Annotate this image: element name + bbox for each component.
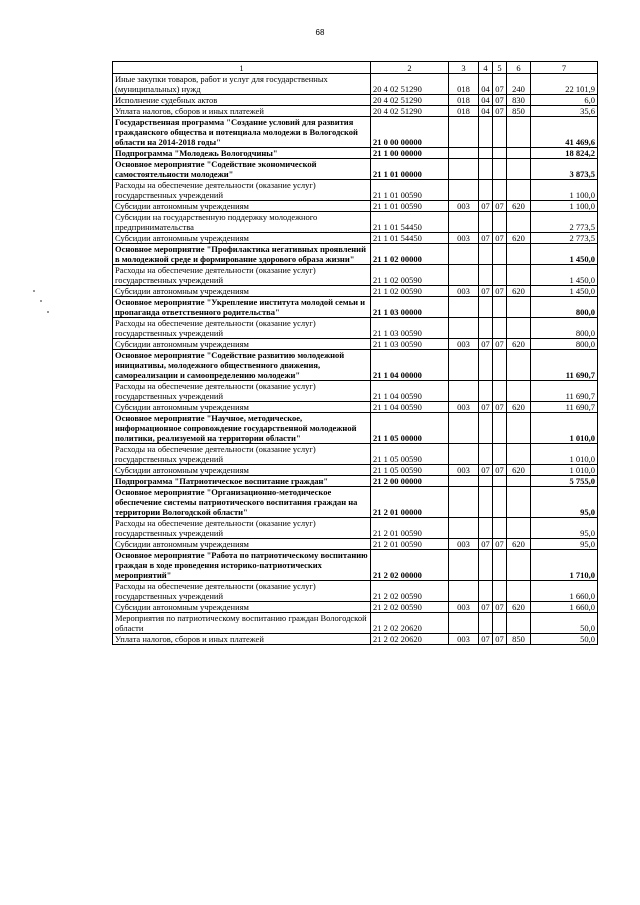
row-col4: 07 (479, 339, 493, 350)
row-amount: 1 710,0 (531, 550, 598, 581)
row-col4 (479, 518, 493, 539)
row-col3 (449, 444, 479, 465)
scan-speck (33, 290, 35, 292)
row-col6 (507, 265, 531, 286)
row-col5 (493, 444, 507, 465)
row-col5: 07 (493, 286, 507, 297)
row-col3: 003 (449, 634, 479, 645)
row-col6 (507, 381, 531, 402)
row-col3 (449, 117, 479, 148)
row-col3 (449, 381, 479, 402)
row-col4 (479, 613, 493, 634)
row-col6 (507, 487, 531, 518)
row-col6 (507, 581, 531, 602)
row-col3 (449, 350, 479, 381)
row-code: 21 1 01 54450 (371, 233, 449, 244)
row-code: 21 2 02 20620 (371, 634, 449, 645)
table-row (113, 106, 598, 117)
row-col5: 07 (493, 233, 507, 244)
row-col6 (507, 117, 531, 148)
row-col6 (507, 244, 531, 265)
row-col3: 018 (449, 106, 479, 117)
row-col5: 07 (493, 465, 507, 476)
row-name: Уплата налогов, сборов и иных платежей (113, 106, 371, 117)
row-col3 (449, 413, 479, 444)
row-code: 21 1 03 00590 (371, 339, 449, 350)
table-row (113, 159, 598, 180)
row-name: Расходы на обеспечение деятельности (оказание услуг) государственных учреждений (113, 581, 371, 602)
table-row (113, 602, 598, 613)
table-row (113, 381, 598, 402)
row-col6 (507, 159, 531, 180)
row-code: 21 1 03 00590 (371, 318, 449, 339)
row-amount: 35,6 (531, 106, 598, 117)
row-col6 (507, 444, 531, 465)
row-col6: 620 (507, 402, 531, 413)
row-amount: 11 690,7 (531, 350, 598, 381)
row-col5 (493, 117, 507, 148)
row-col3 (449, 487, 479, 518)
row-col4 (479, 117, 493, 148)
row-col6 (507, 518, 531, 539)
row-amount: 800,0 (531, 297, 598, 318)
row-col4: 07 (479, 539, 493, 550)
row-code: 21 2 01 00590 (371, 518, 449, 539)
row-col4 (479, 581, 493, 602)
table-row (113, 581, 598, 602)
row-col5: 07 (493, 201, 507, 212)
row-col3 (449, 265, 479, 286)
row-col6: 850 (507, 634, 531, 645)
row-name: Основное мероприятие "Содействие экономической самостоятельности молодежи" (113, 159, 371, 180)
table-row (113, 476, 598, 487)
row-amount: 1 100,0 (531, 201, 598, 212)
row-col5 (493, 518, 507, 539)
row-col4 (479, 476, 493, 487)
row-code: 21 1 01 00590 (371, 201, 449, 212)
table-row (113, 465, 598, 476)
scan-speck (47, 311, 49, 313)
row-col3: 003 (449, 201, 479, 212)
row-col4: 07 (479, 465, 493, 476)
table-row (113, 350, 598, 381)
row-name: Субсидии на государственную поддержку молодежного предпринимательства (113, 212, 371, 233)
row-col6: 620 (507, 339, 531, 350)
row-col4 (479, 444, 493, 465)
row-code: 21 1 02 00590 (371, 265, 449, 286)
row-amount: 11 690,7 (531, 381, 598, 402)
table-row (113, 318, 598, 339)
column-header: 6 (507, 62, 531, 74)
row-name: Основное мероприятие "Научное, методическое, информационное сопровождение государственной молодежной политики, реализуемой на территории области" (113, 413, 371, 444)
table-row (113, 148, 598, 159)
row-code: 21 2 02 20620 (371, 613, 449, 634)
row-code: 21 1 05 00000 (371, 413, 449, 444)
row-col5: 07 (493, 74, 507, 95)
row-col5: 07 (493, 634, 507, 645)
table-row (113, 212, 598, 233)
row-amount: 800,0 (531, 318, 598, 339)
table-row (113, 233, 598, 244)
row-amount: 1 660,0 (531, 602, 598, 613)
row-col6 (507, 297, 531, 318)
row-amount: 6,0 (531, 95, 598, 106)
row-col4 (479, 413, 493, 444)
table-row (113, 444, 598, 465)
row-name: Расходы на обеспечение деятельности (оказание услуг) государственных учреждений (113, 265, 371, 286)
table-row (113, 201, 598, 212)
row-col3 (449, 581, 479, 602)
row-col3: 003 (449, 602, 479, 613)
row-amount: 95,0 (531, 518, 598, 539)
row-col3: 003 (449, 233, 479, 244)
row-col3 (449, 297, 479, 318)
row-amount: 95,0 (531, 539, 598, 550)
row-name: Субсидии автономным учреждениям (113, 286, 371, 297)
row-col3 (449, 550, 479, 581)
row-col3 (449, 159, 479, 180)
table-row (113, 539, 598, 550)
row-col5 (493, 413, 507, 444)
row-col5: 07 (493, 339, 507, 350)
row-col6 (507, 180, 531, 201)
row-code: 20 4 02 51290 (371, 74, 449, 95)
row-col6 (507, 476, 531, 487)
row-name: Подпрограмма "Патриотическое воспитание граждан" (113, 476, 371, 487)
table-row (113, 413, 598, 444)
row-name: Основное мероприятие "Организационно-методическое обеспечение системы патриотического воспитания граждан на территории Вологодской области" (113, 487, 371, 518)
row-code: 21 2 01 00000 (371, 487, 449, 518)
row-col5 (493, 476, 507, 487)
row-code: 21 1 04 00590 (371, 381, 449, 402)
row-col5 (493, 212, 507, 233)
row-col5 (493, 265, 507, 286)
page-number: 68 (315, 28, 325, 37)
row-col3: 003 (449, 286, 479, 297)
row-col6: 620 (507, 539, 531, 550)
row-col4: 07 (479, 201, 493, 212)
row-name: Уплата налогов, сборов и иных платежей (113, 634, 371, 645)
row-name: Основное мероприятие "Профилактика негативных проявлений в молодежной среде и формирование здорового образа жизни" (113, 244, 371, 265)
row-amount: 5 755,0 (531, 476, 598, 487)
row-amount: 1 450,0 (531, 244, 598, 265)
row-col4 (479, 265, 493, 286)
row-name: Расходы на обеспечение деятельности (оказание услуг) государственных учреждений (113, 381, 371, 402)
row-col5 (493, 148, 507, 159)
row-col5 (493, 350, 507, 381)
row-col6 (507, 613, 531, 634)
row-col5 (493, 613, 507, 634)
row-name: Иные закупки товаров, работ и услуг для государственных (муниципальных) нужд (113, 74, 371, 95)
row-col5: 07 (493, 402, 507, 413)
row-amount: 1 010,0 (531, 413, 598, 444)
table-row (113, 613, 598, 634)
row-col5: 07 (493, 95, 507, 106)
table-row (113, 95, 598, 106)
row-code: 21 1 01 54450 (371, 212, 449, 233)
row-col3 (449, 613, 479, 634)
column-header: 2 (371, 62, 449, 74)
row-col4: 07 (479, 233, 493, 244)
row-code: 21 1 01 00000 (371, 159, 449, 180)
row-code: 21 1 04 00000 (371, 350, 449, 381)
row-col4 (479, 212, 493, 233)
row-col4: 07 (479, 402, 493, 413)
row-name: Исполнение судебных актов (113, 95, 371, 106)
row-name: Расходы на обеспечение деятельности (оказание услуг) государственных учреждений (113, 518, 371, 539)
row-name: Основное мероприятие "Содействие развитию молодежной инициативы, молодежного общественного движения, самореализации и самоопределению молодежи" (113, 350, 371, 381)
row-col4 (479, 381, 493, 402)
table-row (113, 180, 598, 201)
row-col6 (507, 413, 531, 444)
row-name: Основное мероприятие "Работа по патриотическому воспитанию граждан в ходе проведения историко-патриотических мероприятий" (113, 550, 371, 581)
row-code: 21 2 02 00000 (371, 550, 449, 581)
row-amount: 2 773,5 (531, 233, 598, 244)
table-row (113, 487, 598, 518)
column-header: 1 (113, 62, 371, 74)
scan-speck (40, 300, 42, 302)
row-col6 (507, 318, 531, 339)
row-amount: 1 660,0 (531, 581, 598, 602)
row-col5 (493, 318, 507, 339)
table-row (113, 117, 598, 148)
row-code: 21 1 05 00590 (371, 465, 449, 476)
row-name: Расходы на обеспечение деятельности (оказание услуг) государственных учреждений (113, 180, 371, 201)
row-amount: 22 101,9 (531, 74, 598, 95)
row-amount: 50,0 (531, 634, 598, 645)
row-name: Государственная программа "Создание условий для развития гражданского общества и потенциала молодежи в Вологодской области на 2014-2018 годы" (113, 117, 371, 148)
row-name: Субсидии автономным учреждениям (113, 539, 371, 550)
row-col5 (493, 381, 507, 402)
row-code: 21 2 02 00590 (371, 602, 449, 613)
row-col6: 620 (507, 602, 531, 613)
row-amount: 1 450,0 (531, 286, 598, 297)
row-name: Расходы на обеспечение деятельности (оказание услуг) государственных учреждений (113, 318, 371, 339)
row-col5: 07 (493, 106, 507, 117)
row-col3 (449, 318, 479, 339)
row-col6 (507, 350, 531, 381)
row-col4: 07 (479, 602, 493, 613)
table-row (113, 286, 598, 297)
row-col5 (493, 159, 507, 180)
row-code: 21 1 00 00000 (371, 148, 449, 159)
row-col4 (479, 180, 493, 201)
row-col4 (479, 550, 493, 581)
row-col6: 620 (507, 233, 531, 244)
table-row (113, 634, 598, 645)
row-col3: 018 (449, 95, 479, 106)
row-amount: 1 100,0 (531, 180, 598, 201)
row-col5 (493, 244, 507, 265)
row-code: 21 2 00 00000 (371, 476, 449, 487)
row-name: Субсидии автономным учреждениям (113, 465, 371, 476)
row-name: Субсидии автономным учреждениям (113, 201, 371, 212)
row-col3: 003 (449, 539, 479, 550)
row-col6 (507, 550, 531, 581)
row-code: 21 1 02 00590 (371, 286, 449, 297)
row-col3 (449, 180, 479, 201)
row-amount: 18 824,2 (531, 148, 598, 159)
table-row (113, 244, 598, 265)
row-col3: 018 (449, 74, 479, 95)
row-amount: 800,0 (531, 339, 598, 350)
row-code: 21 1 04 00590 (371, 402, 449, 413)
row-col3 (449, 148, 479, 159)
row-code: 20 4 02 51290 (371, 106, 449, 117)
row-code: 21 1 01 00590 (371, 180, 449, 201)
row-amount: 41 469,6 (531, 117, 598, 148)
row-code: 21 0 00 00000 (371, 117, 449, 148)
row-amount: 11 690,7 (531, 402, 598, 413)
row-col3: 003 (449, 465, 479, 476)
row-col6: 830 (507, 95, 531, 106)
row-col4 (479, 318, 493, 339)
row-name: Расходы на обеспечение деятельности (оказание услуг) государственных учреждений (113, 444, 371, 465)
row-col5: 07 (493, 602, 507, 613)
row-col6: 620 (507, 201, 531, 212)
row-amount: 3 873,5 (531, 159, 598, 180)
row-col4 (479, 244, 493, 265)
row-name: Субсидии автономным учреждениям (113, 402, 371, 413)
row-code: 20 4 02 51290 (371, 95, 449, 106)
row-col4 (479, 350, 493, 381)
table-row (113, 402, 598, 413)
row-col4 (479, 487, 493, 518)
row-name: Субсидии автономным учреждениям (113, 233, 371, 244)
row-col4 (479, 148, 493, 159)
row-col5 (493, 297, 507, 318)
row-name: Подпрограмма "Молодежь Вологодчины" (113, 148, 371, 159)
row-name: Основное мероприятие "Укрепление института молодой семьи и пропаганда ответственного родительства" (113, 297, 371, 318)
table-row (113, 550, 598, 581)
row-col4: 07 (479, 286, 493, 297)
row-code: 21 1 05 00590 (371, 444, 449, 465)
row-col4 (479, 159, 493, 180)
row-name: Субсидии автономным учреждениям (113, 339, 371, 350)
row-col3: 003 (449, 402, 479, 413)
row-col3 (449, 518, 479, 539)
row-amount: 50,0 (531, 613, 598, 634)
row-code: 21 2 01 00590 (371, 539, 449, 550)
row-col3 (449, 476, 479, 487)
row-amount: 2 773,5 (531, 212, 598, 233)
table-row (113, 74, 598, 95)
row-col4: 07 (479, 634, 493, 645)
row-code: 21 1 03 00000 (371, 297, 449, 318)
row-col6: 620 (507, 465, 531, 476)
row-amount: 1 010,0 (531, 444, 598, 465)
column-header: 4 (479, 62, 493, 74)
row-col4: 04 (479, 106, 493, 117)
row-amount: 95,0 (531, 487, 598, 518)
row-col5: 07 (493, 539, 507, 550)
table-row (113, 265, 598, 286)
row-code: 21 1 02 00000 (371, 244, 449, 265)
row-col6 (507, 148, 531, 159)
row-col3 (449, 244, 479, 265)
row-amount: 1 010,0 (531, 465, 598, 476)
row-col4: 04 (479, 95, 493, 106)
row-col6: 850 (507, 106, 531, 117)
column-header: 3 (449, 62, 479, 74)
row-amount: 1 450,0 (531, 265, 598, 286)
row-col3 (449, 212, 479, 233)
row-col5 (493, 487, 507, 518)
row-col5 (493, 550, 507, 581)
row-name: Субсидии автономным учреждениям (113, 602, 371, 613)
column-header: 7 (531, 62, 598, 74)
row-col4: 04 (479, 74, 493, 95)
table-row (113, 339, 598, 350)
row-col5 (493, 180, 507, 201)
row-code: 21 2 02 00590 (371, 581, 449, 602)
row-name: Мероприятия по патриотическому воспитанию граждан Вологодской области (113, 613, 371, 634)
row-col3: 003 (449, 339, 479, 350)
row-col6: 620 (507, 286, 531, 297)
budget-table (112, 61, 598, 645)
row-col6: 240 (507, 74, 531, 95)
column-header: 5 (493, 62, 507, 74)
row-col5 (493, 581, 507, 602)
table-row (113, 297, 598, 318)
table-row (113, 518, 598, 539)
row-col6 (507, 212, 531, 233)
header-row (113, 62, 598, 74)
row-col4 (479, 297, 493, 318)
